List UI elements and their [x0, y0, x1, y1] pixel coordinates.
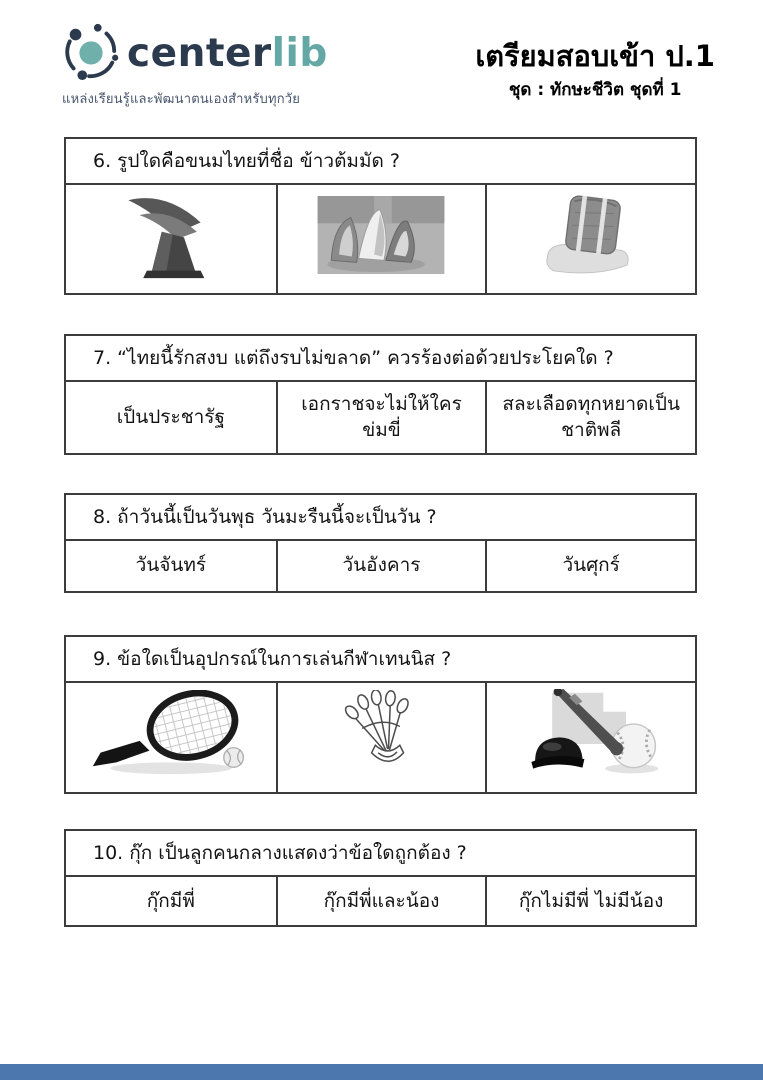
- q6-choice-1-image-cell: [66, 185, 276, 293]
- q8-choice-2: วันอังคาร: [276, 541, 486, 591]
- q8-choice-3: วันศุกร์: [485, 541, 695, 591]
- q10-choice-3: กุ๊กไม่มีพี่ ไม่มีน้อง: [485, 877, 695, 925]
- centerlib-logo: [62, 22, 328, 109]
- page-title: เตรียมสอบเข้า ป.1: [475, 39, 715, 73]
- question-9-table: [64, 635, 697, 795]
- question-6-table: [64, 137, 697, 295]
- banana-leaf-wrapped-dessert-image: [112, 191, 230, 287]
- q7-choice-2: เอกราชจะไม่ให้ใครข่มขี่: [276, 382, 486, 453]
- question-8-table: [64, 493, 697, 593]
- q6-choice-2-image-cell: [276, 185, 486, 293]
- brand-name: [127, 30, 328, 76]
- q8-choice-1: วันจันทร์: [135, 554, 207, 577]
- brand-primary: center: [127, 30, 272, 76]
- document-title-block: [475, 40, 715, 103]
- cut-dessert-pieces-image: [317, 196, 445, 282]
- brand-secondary: lib: [271, 30, 328, 76]
- q10-choice-2: กุ๊กมีพี่และน้อง: [276, 877, 486, 925]
- tied-sticky-rice-bundle-image: [539, 191, 643, 287]
- brand-tagline: แหล่งเรียนรู้และพัฒนาตนเองสำหรับทุกวัย: [62, 92, 301, 107]
- baseball-equipment-image: [518, 689, 664, 787]
- orbit-dots-icon: [62, 22, 120, 84]
- question-9-text: 9. ข้อใดเป็นอุปกรณ์ในการเล่นกีฬาเทนนิส ?: [66, 637, 695, 683]
- q9-choice-3-image-cell: [485, 683, 695, 793]
- badminton-shuttlecock-image: [276, 683, 486, 793]
- q7-choice-3: สละเลือดทุกหยาดเป็นชาติพลี: [485, 382, 695, 453]
- question-6-text: 6. รูปใดคือขนมไทยที่ชื่อ ข้าวต้มมัด ?: [66, 139, 695, 185]
- question-8-text: 8. ถ้าวันนี้เป็นวันพุธ วันมะรืนนี้จะเป็นวัน ?: [66, 495, 695, 541]
- q10-choice-1: กุ๊กมีพี่: [146, 889, 195, 912]
- shuttlecock-drawing: [334, 690, 428, 786]
- tennis-racket-image: [83, 690, 259, 786]
- question-10-table: [64, 829, 697, 927]
- footer-bar: [0, 1064, 763, 1080]
- question-7-table: [64, 334, 697, 455]
- page-subtitle: ชุด : ทักษะชีวิต ชุดที่ 1: [508, 80, 682, 101]
- q6-choice-3-image-cell: [485, 185, 695, 293]
- q7-choice-1: เป็นประชารัฐ: [116, 405, 225, 428]
- q9-choice-1-image-cell: [66, 683, 276, 793]
- questions-area: [64, 137, 697, 927]
- question-10-text: 10. กุ๊ก เป็นลูกคนกลางแสดงว่าข้อใดถูกต้อง ?: [66, 831, 695, 877]
- question-7-text: 7. “ไทยนี้รักสงบ แต่ถึงรบไม่ขลาด” ควรร้องต่อด้วยประโยคใด ?: [66, 336, 695, 382]
